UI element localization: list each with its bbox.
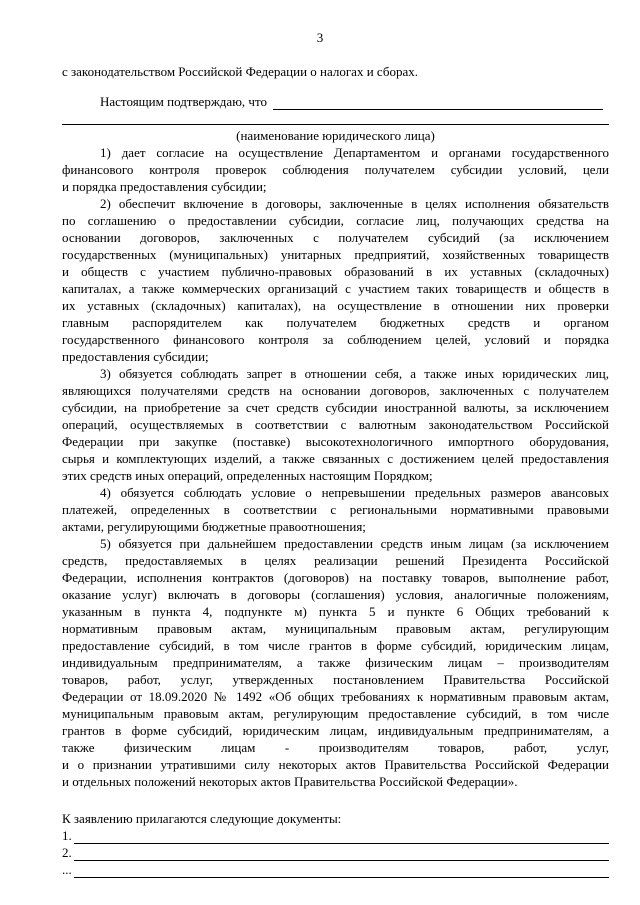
paragraph-line: операций, осуществляемых в соответствии с валютным законодательством Российской	[62, 417, 609, 432]
paragraph-line: 2) обеспечит включение в договоры, заключенные в целях исполнения обязательств	[100, 196, 609, 211]
paragraph-line: 4) обязуется соблюдать условие о непревышении предельных размеров авансовых	[100, 485, 609, 500]
paragraph-line: этих средств иных операций, определенных настоящим Порядком;	[62, 468, 433, 483]
paragraph-line: и о признании утратившими силу некоторых актов Правительства Российской Федерации	[62, 757, 609, 772]
paragraph-line: платежей, определенных в соответствии с региональными нормативными правовыми	[62, 502, 609, 517]
paragraph-line: муниципальным правовым актам, регулирующим предоставление субсидий, в том числе	[62, 706, 609, 721]
paragraph-line: Федерации, исполнения контрактов (договоров) на поставку товаров, выполнение работ,	[62, 570, 609, 585]
paragraph-line: основании договоров, заключенных с получателем субсидий (за исключением	[62, 230, 609, 245]
paragraph-line: оказание услуг) включать в договоры (соглашения) условия, аналогичные положениям,	[62, 587, 609, 602]
paragraph-line: Федерации от 18.09.2020 № 1492 «Об общих требованиях к нормативным правовым актам,	[62, 689, 609, 704]
attachment-row	[62, 827, 609, 844]
page-number: 3	[316, 30, 324, 45]
confirm-row	[62, 93, 609, 110]
paragraph-line: капиталах, а также коммерческих организаций с участием таких товариществ и обществ в	[62, 281, 609, 296]
paragraph-line: сырья и комплектующих изделий, а также связанных с достижением целей предоставления	[62, 451, 609, 466]
document-body	[62, 63, 609, 878]
attachment-field[interactable]	[74, 864, 609, 878]
paragraph-line: государственного финансового контроля за соблюдением целей, условий и порядка	[62, 332, 609, 347]
attachment-row	[62, 861, 609, 878]
paragraph-line: нормативным правовым актам, муниципальным правовым актам, регулирующим	[62, 621, 609, 636]
attachment-field[interactable]	[74, 830, 609, 844]
paragraph-line: указанным в пункта 4, подпункте м) пункта 5 и пункте 6 Общих требований к	[62, 604, 609, 619]
intro-tail-line: с законодательством Российской Федерации о налогах и сборах.	[62, 64, 418, 79]
paragraph-line: 3) обязуется соблюдать запрет в отношении себя, а также иных юридических лиц,	[100, 366, 609, 381]
obligations-list	[62, 144, 609, 790]
paragraph-line: и обществ с участием публично-правовых образований в их уставных (складочных)	[62, 264, 609, 279]
obligation-paragraph	[62, 195, 609, 365]
paragraph-line: и порядка предоставления субсидии;	[62, 179, 267, 194]
attachments-title: К заявлению прилагаются следующие документы:	[62, 811, 342, 826]
paragraph-line: Федерации при закупке (поставке) высокотехнологичного импортного оборудования,	[62, 434, 609, 449]
paragraph-line: актами, регулирующими бюджетные правоотношения;	[62, 519, 366, 534]
paragraph-line: предоставление субсидий, в том числе грантов в форме субсидий, юридическим лицам,	[62, 638, 609, 653]
attachment-number: 1.	[62, 828, 72, 843]
attachment-field[interactable]	[74, 847, 609, 861]
paragraph-line: по соглашению о предоставлении субсидии, согласие лиц, получающих средства на	[62, 213, 609, 228]
paragraph-line: являющихся получателями средств на основании договоров, заключенных с получателем	[62, 383, 609, 398]
attachment-number: 2.	[62, 845, 72, 860]
paragraph-line: 1) дает согласие на осуществление Департаментом и органами государственного	[100, 145, 609, 160]
legal-entity-caption: (наименование юридического лица)	[236, 128, 435, 143]
obligation-paragraph	[62, 484, 609, 535]
paragraph-line: 5) обязуется при дальнейшем предоставлении средств иным лицам (за исключением	[100, 536, 609, 551]
obligation-paragraph	[62, 144, 609, 195]
paragraph-line: средств, предоставляемых в целях реализации решений Президента Российской	[62, 553, 609, 568]
paragraph-line: индивидуальным предпринимателям, а также физическим лицам – производителям	[62, 655, 609, 670]
paragraph-line: финансового контроля проверок соблюдения получателем субсидии условий, цели	[62, 162, 609, 177]
attachments-list	[62, 827, 609, 878]
obligation-paragraph	[62, 365, 609, 484]
paragraph-line: главным распорядителем как получателем бюджетных средств и органом	[62, 315, 609, 330]
legal-entity-name-field-continued[interactable]	[62, 110, 609, 125]
paragraph-line: их уставных (складочных) капиталах), на осуществление в отношении них проверки	[62, 298, 609, 313]
paragraph-line: предоставления субсидии;	[62, 349, 209, 364]
paragraph-line: и отдельных положений некоторых актов Правительства Российской Федерации».	[62, 774, 518, 789]
paragraph-line: субсидии, на приобретение за счет средств субсидии иностранной валюты, за исключением	[62, 400, 609, 415]
paragraph-line: товаров, работ, услуг, утвержденных постановлением Правительства Российской	[62, 672, 609, 687]
confirm-label: Настоящим подтверждаю, что	[100, 94, 267, 109]
paragraph-line: государственных (муниципальных) унитарных предприятий, хозяйственных товариществ	[62, 247, 609, 262]
attachment-number: ...	[62, 862, 72, 877]
obligation-paragraph	[62, 535, 609, 790]
legal-entity-name-field[interactable]	[273, 96, 603, 110]
paragraph-line: грантов в форме субсидий, юридическим лицам, индивидуальным предпринимателям, а	[62, 723, 609, 738]
paragraph-line: также физическим лицам - производителям товаров, работ, услуг,	[62, 740, 609, 755]
attachment-row	[62, 844, 609, 861]
